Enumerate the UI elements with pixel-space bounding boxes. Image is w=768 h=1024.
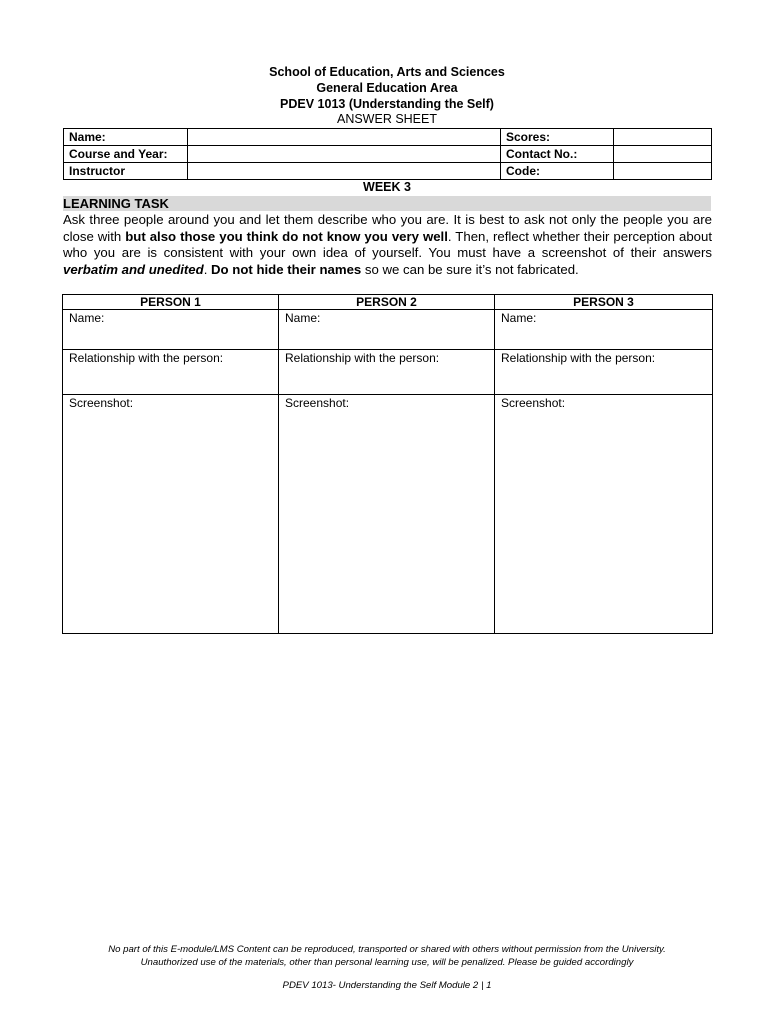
- task-emphasis-1: but also those you think do not know you very well: [125, 228, 448, 244]
- task-text-1: Ask three people around you and let them describe who you are. It is best to ask not only the people you are close with: [63, 212, 712, 244]
- name-label: Name:: [64, 129, 188, 146]
- task-emphasis-verbatim: verbatim and unedited: [63, 261, 204, 277]
- task-text-4: so we can be sure it’s not fabricated.: [361, 261, 579, 277]
- course-title: PDEV 1013 (Understanding the Self): [280, 97, 494, 111]
- notice-line-2: Unauthorized use of the materials, other than personal learning use, will be penalized. Please be guided accordingly: [140, 957, 634, 968]
- week-heading: WEEK 3: [363, 180, 411, 194]
- code-label: Code:: [501, 163, 614, 180]
- person-1-name-cell[interactable]: Name:: [63, 310, 279, 350]
- person-2-name-cell[interactable]: Name:: [279, 310, 495, 350]
- task-emphasis-2: Do not hide their names: [211, 261, 362, 277]
- code-field[interactable]: [614, 163, 712, 180]
- person-3-screenshot-cell[interactable]: Screenshot:: [495, 395, 713, 634]
- contact-label: Contact No.:: [501, 146, 614, 163]
- person-3-header: PERSON 3: [495, 295, 713, 310]
- notice-line-1: No part of this E-module/LMS Content can be reproduced, transported or shared with others without permission from the University.: [108, 944, 666, 955]
- name-field[interactable]: [188, 129, 501, 146]
- course-year-label: Course and Year:: [64, 146, 188, 163]
- school-name: School of Education, Arts and Sciences: [269, 65, 505, 79]
- person-2-screenshot-cell[interactable]: Screenshot:: [279, 395, 495, 634]
- instructor-label: Instructor: [64, 163, 188, 180]
- persons-table: [62, 294, 713, 634]
- person-2-relationship-cell[interactable]: Relationship with the person:: [279, 350, 495, 395]
- page-footer: PDEV 1013- Understanding the Self Module 2 | 1: [282, 980, 492, 991]
- person-3-relationship-cell[interactable]: Relationship with the person:: [495, 350, 713, 395]
- person-3-name-cell[interactable]: Name:: [495, 310, 713, 350]
- sheet-title: ANSWER SHEET: [336, 112, 437, 126]
- student-info-table: [63, 128, 712, 180]
- scores-field[interactable]: [614, 129, 712, 146]
- task-text-2: . Then, reflect whether their perception about who you are is consistent with your own idea of yourself. You must have a screenshot of their answers: [63, 228, 713, 261]
- document-header: [0, 64, 768, 127]
- course-year-field[interactable]: [188, 146, 501, 163]
- task-text-3: .: [203, 261, 212, 277]
- person-1-screenshot-cell[interactable]: Screenshot:: [63, 395, 279, 634]
- scores-label: Scores:: [501, 129, 614, 146]
- instructor-field[interactable]: [188, 163, 501, 180]
- task-instructions: [63, 212, 712, 278]
- person-1-relationship-cell[interactable]: Relationship with the person:: [63, 350, 279, 395]
- person-2-header: PERSON 2: [279, 295, 495, 310]
- person-1-header: PERSON 1: [63, 295, 279, 310]
- area-name: General Education Area: [316, 81, 458, 95]
- copyright-notice: [0, 943, 768, 969]
- learning-task-heading: LEARNING TASK: [63, 196, 711, 211]
- contact-field[interactable]: [614, 146, 712, 163]
